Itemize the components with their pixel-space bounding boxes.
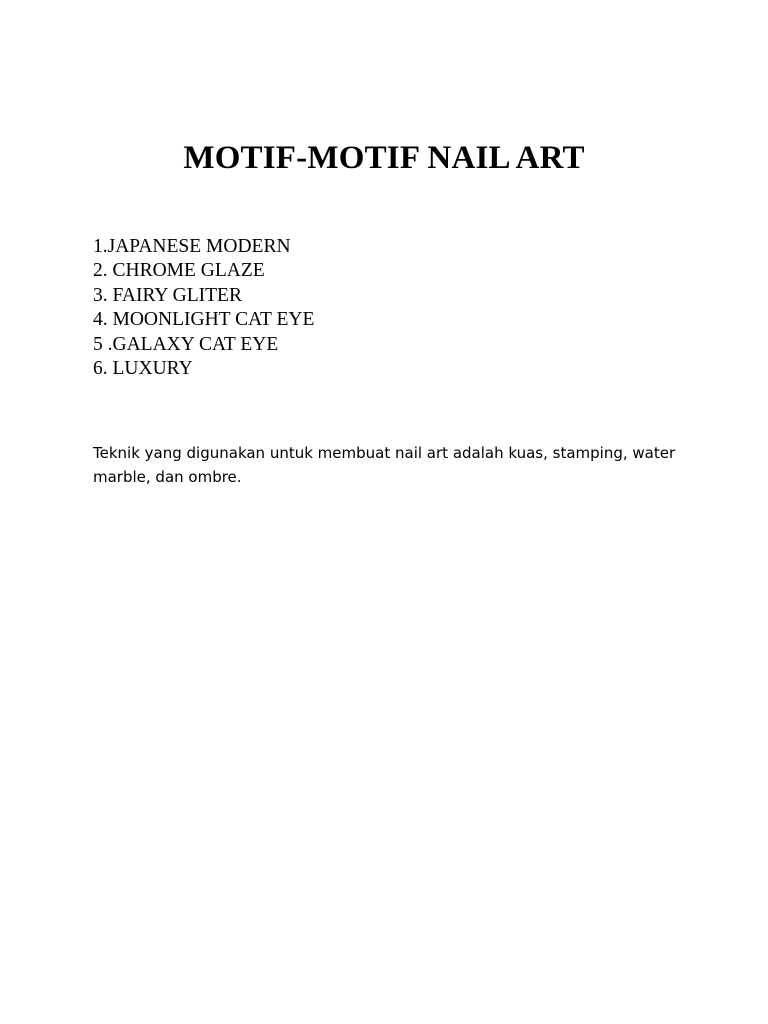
list-item: 6. LUXURY: [93, 358, 193, 380]
list-item: 2. CHROME GLAZE: [93, 260, 265, 282]
list-item: 1.JAPANESE MODERN: [93, 236, 291, 257]
list-item: 5 .GALAXY CAT EYE: [93, 333, 279, 355]
list-item: 3. FAIRY GLITER: [93, 284, 242, 306]
technique-paragraph: Teknik yang digunakan untuk membuat nail art adalah kuas, stamping, water marble, dan ombre.: [93, 444, 676, 486]
motif-list: [93, 235, 314, 381]
list-item: 4. MOONLIGHT CAT EYE: [93, 309, 315, 331]
page-title: MOTIF-MOTIF NAIL ART: [183, 140, 585, 176]
